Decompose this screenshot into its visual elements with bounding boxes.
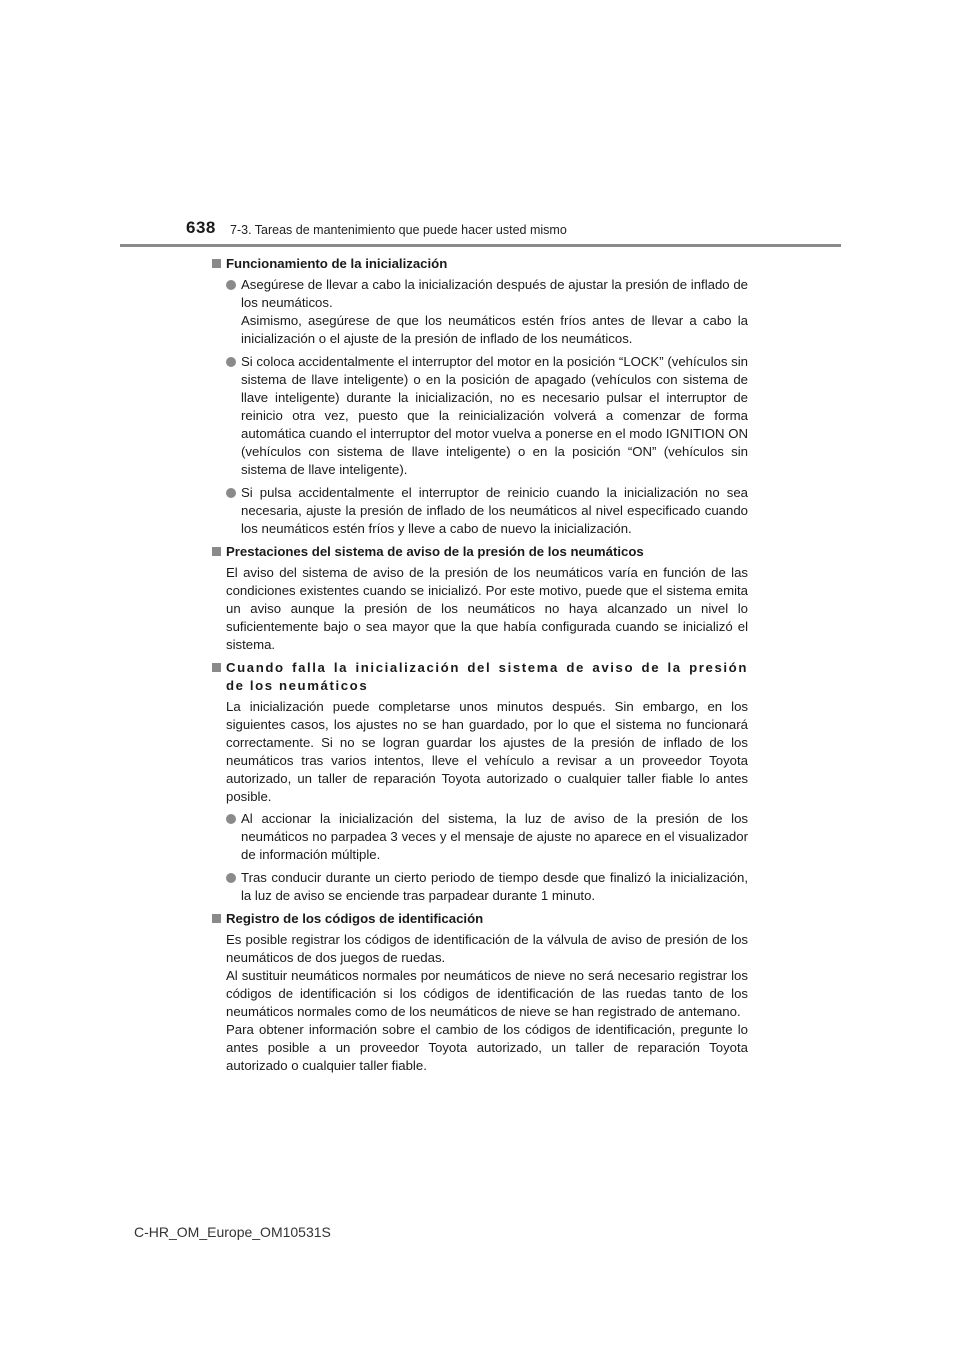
section-title: 7-3. Tareas de mantenimiento que puede hacer usted mismo [230, 223, 567, 237]
list-item [226, 353, 748, 479]
section-paragraph: La inicialización puede completarse unos minutos después. Sin embargo, en los siguientes casos, los ajustes no se han guardado, por lo que el sistema no funcionará correctamente. Si no se logran guardar los ajustes de la presión de inflado de los neumáticos tras varios intentos, lleve el vehículo a revisar a un proveedor Toyota autorizado, un taller de reparación Toyota autorizado o cualquier taller fiable lo antes posible. [226, 699, 748, 804]
list-item [226, 810, 748, 864]
square-bullet-icon [212, 547, 221, 556]
bullet-text: Tras conducir durante un cierto periodo de tiempo desde que finalizó la inicialización, la luz de aviso se enciende tras parpadear durante 1 minuto. [241, 870, 748, 903]
section-initialization-operation [212, 255, 748, 538]
section-heading: Funcionamiento de la inicialización [226, 256, 448, 271]
list-item [226, 869, 748, 905]
circle-bullet-icon [226, 280, 236, 290]
section-initialization-failure [212, 659, 748, 905]
bullet-text: Si coloca accidentalmente el interruptor del motor en la posición “LOCK” (vehículos sin sistema de llave inteligente) o en la posición de apagado (vehículos con sistema de llave inteligente) durante la inicialización, no es necesario pulsar el interruptor de reinicio otra vez, puesto que la reinicialización volverá a comenzar de forma automática cuando el interruptor del motor vuelva a ponerse en el modo IGNITION ON (vehículos con sistema de llave inteligente) o en la posición “ON” (vehículos sin sistema de llave inteligente). [241, 354, 748, 477]
bullet-text: Al accionar la inicialización del sistema, la luz de aviso de la presión de los neumáticos no parpadea 3 veces y el mensaje de ajuste no aparece en el visualizador de información múltiple. [241, 811, 748, 862]
circle-bullet-icon [226, 357, 236, 367]
square-bullet-icon [212, 663, 221, 672]
square-bullet-icon [212, 259, 221, 268]
list-item [226, 484, 748, 538]
circle-bullet-icon [226, 873, 236, 883]
section-heading: Cuando falla la inicialización del sistema de aviso de la presión de los neumáticos [226, 660, 748, 693]
section-heading: Registro de los códigos de identificación [226, 911, 484, 926]
section-paragraph: El aviso del sistema de aviso de la presión de los neumáticos varía en función de las condiciones existentes cuando se inicializó. Por este motivo, puede que el sistema emita un aviso aunque la presión de los neumáticos no haya alcanzado un nivel lo suficientemente bajo o sea mayor que la que había configurada cuando se inicializó el sistema. [226, 565, 748, 652]
circle-bullet-icon [226, 488, 236, 498]
section-warning-performance [212, 543, 748, 654]
circle-bullet-icon [226, 814, 236, 824]
square-bullet-icon [212, 914, 221, 923]
section-id-code-registration [212, 910, 748, 1075]
list-item [226, 276, 748, 348]
bullet-text: Asegúrese de llevar a cabo la inicialización después de ajustar la presión de inflado de los neumáticos. Asimismo, asegúrese de que los neumáticos estén fríos antes de llevar a cabo la inicialización o el ajuste de la presión de inflado de los neumáticos. [241, 277, 748, 346]
bullet-text: Si pulsa accidentalmente el interruptor de reinicio cuando la inicialización no sea necesaria, ajuste la presión de inflado de los neumáticos al nivel especificado cuando los neumáticos estén fríos y lleve a cabo de nuevo la inicialización. [241, 485, 748, 536]
header-rule [120, 244, 841, 247]
section-heading: Prestaciones del sistema de aviso de la presión de los neumáticos [226, 544, 644, 559]
section-paragraph: Es posible registrar los códigos de identificación de la válvula de aviso de presión de los neumáticos de dos juegos de ruedas. Al sustituir neumáticos normales por neumáticos de nieve no será necesario registrar los códigos de identificación si los códigos de identificación de las ruedas tanto de los neumáticos normales como de los neumáticos de nieve se han registrado de antemano. Para obtener información sobre el cambio de los códigos de identificación, pregunte lo antes posible a un proveedor Toyota autorizado, un taller de reparación Toyota autorizado o cualquier taller fiable. [226, 932, 748, 1073]
page-number: 638 [186, 218, 216, 237]
page-content [212, 255, 748, 1080]
footer-doc-id: C-HR_OM_Europe_OM10531S [134, 1224, 331, 1240]
